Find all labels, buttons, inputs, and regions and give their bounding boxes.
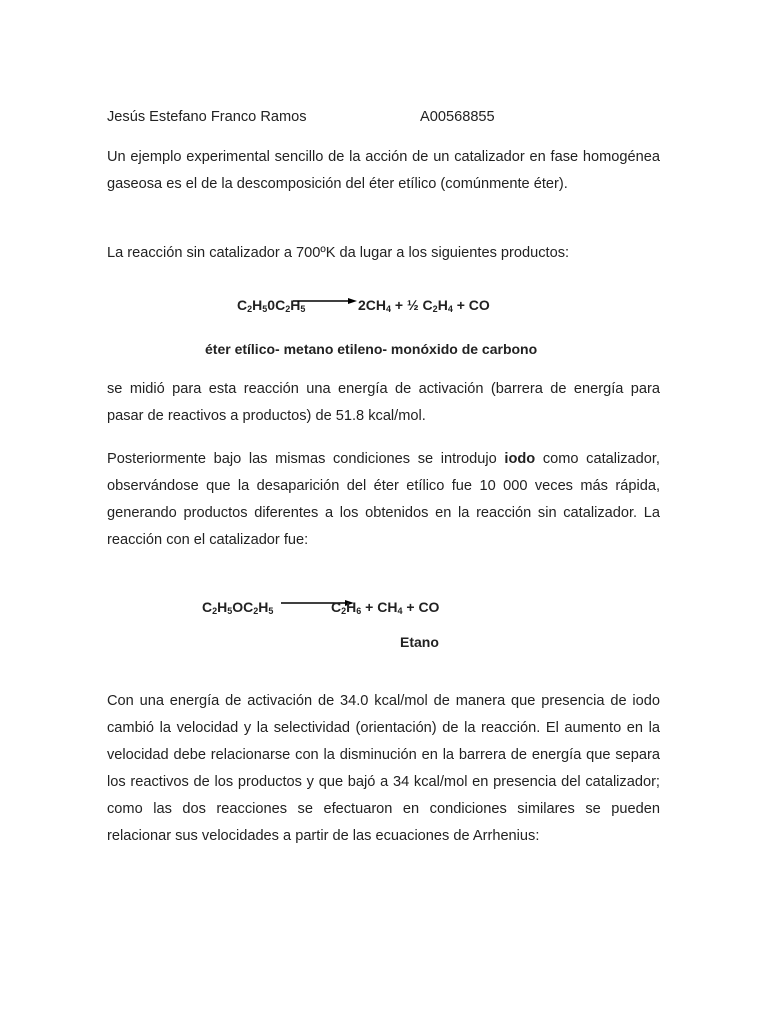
formula-subscript: 4 <box>447 304 453 314</box>
formula-text: + ½ C <box>391 297 433 313</box>
formula-text: C <box>202 599 213 615</box>
author-name: Jesús Estefano Franco Ramos <box>107 109 307 125</box>
formula-text: H <box>346 599 357 615</box>
paragraph-arrhenius: Con una energía de activación de 34.0 kcal/mol de manera que presencia de iodo cambió la velocidad y la selectividad (orientación) de la reacción. El aumento en la velocidad debe relacionarse con la disminución en la barrera de energía que separa los reactivos de los productos y que bajó a 34 kcal/mol en presencia del catalizador; como las dos reacciones se efectuaron en condiciones similares se pueden relacionar sus velocidades a partir de las ecuaciones de Arrhenius: <box>107 693 660 844</box>
formula-subscript: 4 <box>386 304 392 314</box>
paragraph-iodo-catalyst <box>107 446 660 554</box>
equation-uncatalyzed <box>0 293 768 317</box>
student-id: A00568855 <box>420 109 495 125</box>
formula-subscript: 4 <box>397 606 403 616</box>
text-run: Posteriormente bajo las mismas condiciones se introdujo <box>107 451 505 467</box>
equation-products <box>331 595 439 619</box>
formula-subscript: 2 <box>341 606 347 616</box>
formula-subscript: 6 <box>356 606 362 616</box>
header-line <box>107 106 660 128</box>
equation-caption-names: éter etílico- metano etileno- monóxido de carbono <box>205 341 538 357</box>
formula-subscript: 2 <box>247 304 253 314</box>
formula-text: H <box>437 297 448 313</box>
formula-text: OC <box>232 599 254 615</box>
text-run: como catalizador, observándose que la desaparición del éter etílico fue 10 000 veces más rápida, generando productos diferentes a los obtenidos en la reacción sin catalizador. La reacción con el catalizador fue: <box>107 451 660 548</box>
formula-text: 0C <box>267 297 286 313</box>
formula-subscript: 5 <box>227 606 233 616</box>
formula-subscript: 2 <box>285 304 291 314</box>
equation-catalyzed <box>0 595 768 619</box>
formula-text: C <box>237 297 248 313</box>
formula-subscript: 5 <box>268 606 274 616</box>
paragraph-intro: Un ejemplo experimental sencillo de la acción de un catalizador en fase homogénea gaseosa es el de la descomposición del éter etílico (comúnmente éter). <box>107 149 660 192</box>
formula-text: + CH <box>361 599 398 615</box>
formula-subscript: 2 <box>432 304 438 314</box>
formula-subscript: 5 <box>300 304 306 314</box>
formula-text: H <box>252 297 263 313</box>
formula-text: H <box>217 599 228 615</box>
formula-text: H <box>258 599 269 615</box>
reaction-arrow-icon <box>293 293 357 317</box>
formula-text: H <box>290 297 301 313</box>
formula-text: C <box>331 599 342 615</box>
paragraph-reaction-without-catalyst: La reacción sin catalizador a 700ºK da lugar a los siguientes productos: <box>107 245 570 261</box>
formula-text: + CO <box>452 297 490 313</box>
formula-text: + CO <box>402 599 440 615</box>
formula-subscript: 2 <box>212 606 218 616</box>
paragraph-activation-energy: se midió para esta reacción una energía de activación (barrera de energía para pasar de reactivos a productos) de 51.8 kcal/mol. <box>107 381 660 424</box>
equation-reactant <box>202 595 273 619</box>
formula-text: 2CH <box>358 297 387 313</box>
bold-term: iodo <box>504 451 536 467</box>
equation-products <box>358 293 490 317</box>
formula-subscript: 2 <box>253 606 259 616</box>
product-caption-etano: Etano <box>400 634 439 650</box>
formula-subscript: 5 <box>262 304 268 314</box>
